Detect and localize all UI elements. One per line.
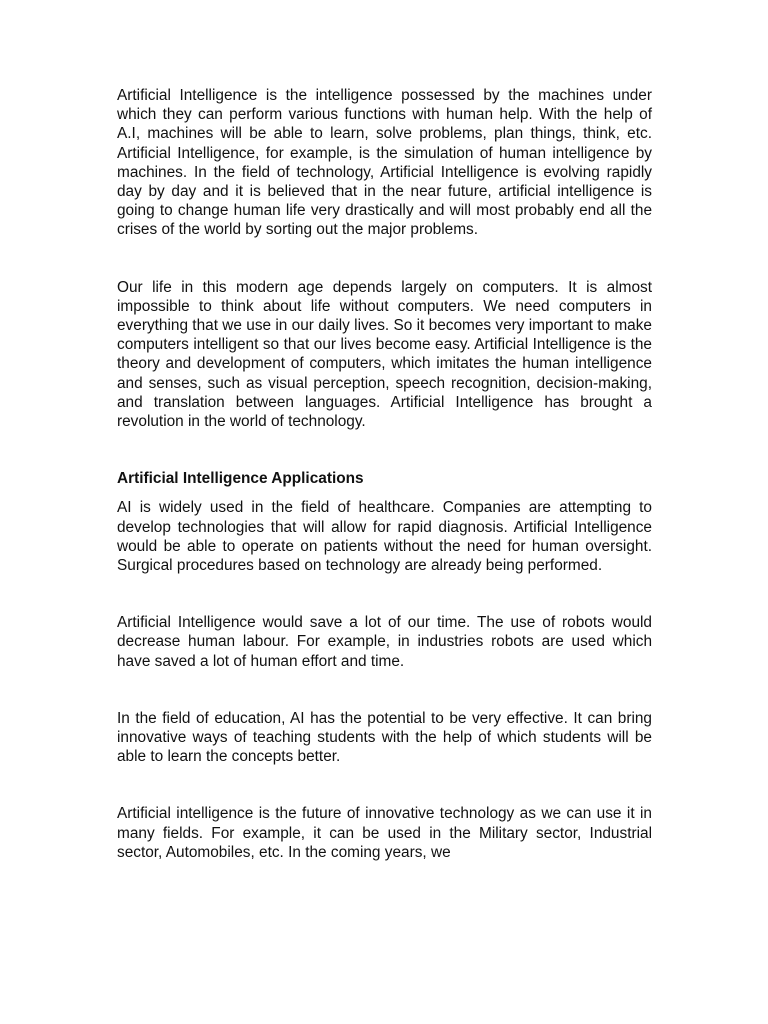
section-heading: Artificial Intelligence Applications [117,470,364,488]
intro-paragraph: Artificial Intelligence is the intelligence possessed by the machines under which they can perform various functions with human help. With the help of A.I, machines will be able to learn, solve problems, plan things, think, etc. Artificial Intelligence, for example, is the simulation of human intelligence by machines. In the field of technology, Artificial Intelligence is evolving rapidly day by day and it is believed that in the near future, artificial intelligence is going to change human life very drastically and will most probably end all the crises of the world by sorting out the major problems. [117,87,652,239]
time-saving-paragraph: Artificial Intelligence would save a lot of our time. The use of robots would decrease human labour. For example, in industries robots are used which have saved a lot of human effort and time. [117,614,652,670]
education-paragraph: In the field of education, AI has the potential to be very effective. It can bring innovative ways of teaching students with the help of which students will be able to learn the concepts better. [117,709,652,766]
future-paragraph: Artificial intelligence is the future of innovative technology as we can use it in many fields. For example, it can be used in the Military sector, Industrial sector, Automobiles, etc. In the coming years, we [117,805,652,861]
computers-paragraph: Our life in this modern age depends largely on computers. It is almost impossible to think about life without computers. We need computers in everything that we use in our daily lives. So it becomes very important to make computers intelligent so that our lives become easy. Artificial Intelligence is the theory and development of computers, which imitates the human intelligence and senses, such as visual perception, speech recognition, decision-making, and translation between languages. Artificial Intelligence has brought a revolution in the world of technology. [117,278,652,431]
document-page [117,86,652,862]
healthcare-paragraph: AI is widely used in the field of healthcare. Companies are attempting to develop technologies that will allow for rapid diagnosis. Artificial Intelligence would be able to operate on patients without the need for human oversight. Surgical procedures based on technology are already being performed. [117,499,652,575]
